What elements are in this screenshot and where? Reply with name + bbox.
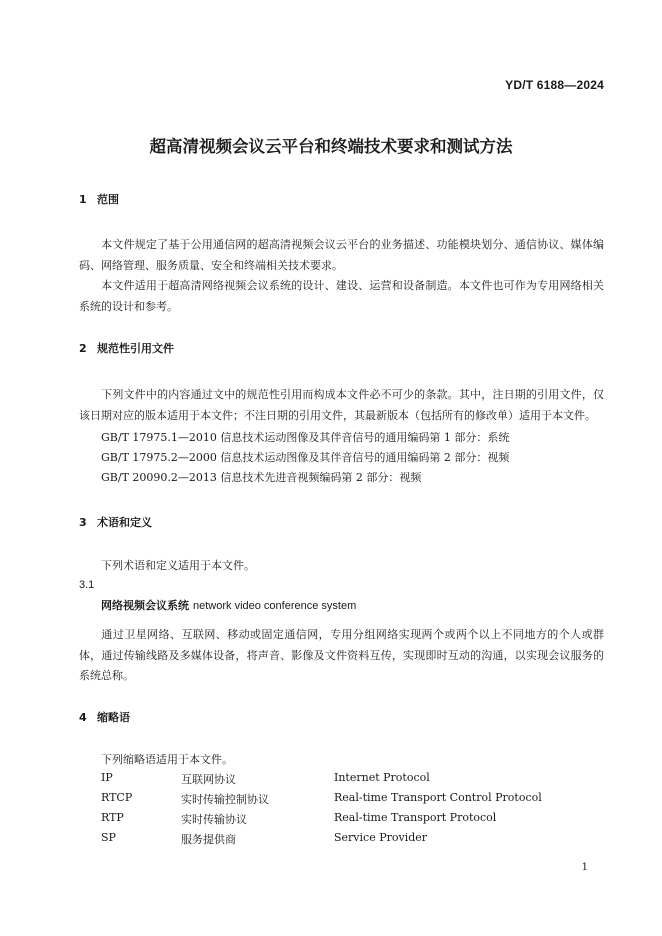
abbreviation-en: Internet Protocol bbox=[334, 771, 430, 784]
section-heading-abbreviations bbox=[79, 709, 130, 725]
abbreviation-en: Service Provider bbox=[334, 831, 428, 844]
term-number: 3.1 bbox=[79, 579, 95, 591]
paragraph: 下列术语和定义适用于本文件。 bbox=[101, 559, 255, 572]
paragraph-text: 下列文件中的内容通过文中的规范性引用而构成本文件必不可少的条款。其中，注日期的引用文件，仅该日期对应的版本适用于本文件；不注日期的引用文件，其最新版本（包括所有的修改单）适用于本文件。 bbox=[79, 388, 604, 422]
paragraph-text: 本文件规定了基于公用通信网的超高清视频会议云平台的业务描述、功能模块划分、通信协议、媒体编码、网络管理、服务质量、安全和终端相关技术要求。 bbox=[79, 238, 604, 272]
reference-item: GB/T 17975.2—2000 信息技术运动图像及其伴音信号的通用编码第 2 部分：视频 bbox=[101, 451, 510, 464]
paragraph bbox=[79, 276, 604, 317]
document-title: 超高清视频会议云平台和终端技术要求和测试方法 bbox=[149, 137, 513, 156]
section-title: 缩略语 bbox=[97, 711, 130, 724]
abbreviation-row bbox=[101, 831, 541, 847]
abbreviation-row bbox=[101, 771, 541, 787]
reference-item: GB/T 17975.1—2010 信息技术运动图像及其伴音信号的通用编码第 1 部分：系统 bbox=[101, 431, 510, 444]
term-name-cn: 网络视频会议系统 bbox=[101, 599, 189, 612]
abbreviation-row bbox=[101, 811, 541, 827]
abbreviation-cn: 实时传输控制协议 bbox=[181, 793, 269, 806]
section-number: 3 bbox=[79, 516, 87, 529]
section-number: 4 bbox=[79, 711, 87, 724]
abbreviation-cn: 互联网协议 bbox=[181, 773, 236, 786]
paragraph-text: 通过卫星网络、互联网、移动或固定通信网，专用分组网络实现两个或两个以上不同地方的个人或群体，通过传输线路及多媒体设备，将声音、影像及文件资料互传，实现即时互动的沟通，以实现会议服务的系统总称。 bbox=[79, 628, 604, 682]
abbreviation: SP bbox=[101, 831, 116, 844]
section-title: 术语和定义 bbox=[97, 516, 152, 529]
abbreviation: RTP bbox=[101, 811, 124, 824]
term-definition bbox=[79, 625, 604, 687]
paragraph bbox=[79, 385, 604, 426]
section-title: 范围 bbox=[97, 193, 119, 206]
reference-item: GB/T 20090.2—2013 信息技术先进音视频编码第 2 部分：视频 bbox=[101, 471, 422, 484]
paragraph-text: 本文件适用于超高清网络视频会议系统的设计、建设、运营和设备制造。本文件也可作为专用网络相关系统的设计和参考。 bbox=[79, 279, 604, 313]
page-number: 1 bbox=[581, 862, 588, 873]
term-name bbox=[101, 597, 356, 613]
term-name-en: network video conference system bbox=[193, 600, 357, 612]
abbreviation: RTCP bbox=[101, 791, 133, 804]
paragraph bbox=[79, 235, 604, 276]
abbreviation-en: Real-time Transport Control Protocol bbox=[334, 791, 542, 804]
section-number: 2 bbox=[79, 342, 87, 355]
abbreviation-row bbox=[101, 791, 541, 807]
section-heading-normative-references bbox=[79, 340, 174, 356]
section-title: 规范性引用文件 bbox=[97, 342, 174, 355]
document-code: YD/T 6188—2024 bbox=[505, 78, 604, 92]
paragraph: 下列缩略语适用于本文件。 bbox=[101, 753, 233, 766]
section-number: 1 bbox=[79, 193, 87, 206]
abbreviation: IP bbox=[101, 771, 113, 784]
abbreviation-en: Real-time Transport Protocol bbox=[334, 811, 497, 824]
section-heading-scope bbox=[79, 191, 119, 207]
section-heading-terms bbox=[79, 514, 152, 530]
abbreviation-cn: 实时传输协议 bbox=[181, 813, 247, 826]
abbreviation-cn: 服务提供商 bbox=[181, 833, 236, 846]
